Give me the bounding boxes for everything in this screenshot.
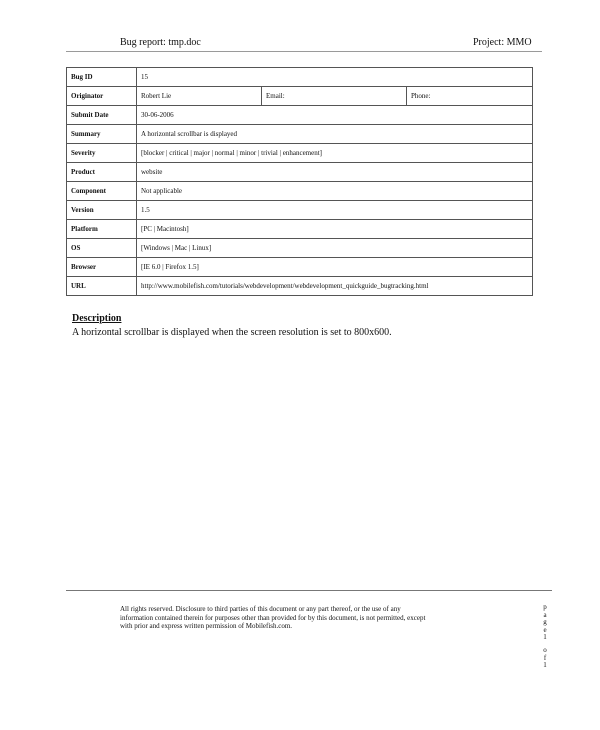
row-platform [67,220,533,239]
browser-value: [IE 6.0 | Firefox 1.5] [137,258,533,277]
footer-disclaimer [120,605,500,631]
version-value: 1.5 [137,201,533,220]
platform-label: Platform [67,220,137,239]
row-bug-id [67,68,533,87]
description-text: A horizontal scrollbar is displayed when the screen resolution is set to 800x600. [72,327,392,338]
severity-label: Severity [67,144,137,163]
email-label: Email: [262,87,407,106]
of-word [540,647,550,662]
os-label: OS [67,239,137,258]
row-originator [67,87,533,106]
page-indicator-letter: a [543,610,547,619]
row-product [67,163,533,182]
page-indicator [540,604,550,670]
url-value[interactable]: http://www.mobilefish.com/tutorials/webdevelopment/webdevelopment_quickguide_bugtracking.html [137,277,533,296]
row-summary [67,125,533,144]
footer-line-2: information contained therein for purposes other than provided for by this document, is not permitted, except [120,613,426,622]
originator-label: Originator [67,87,137,106]
header-divider [66,51,542,52]
submit-date-value: 30-06-2006 [137,106,533,125]
version-label: Version [67,201,137,220]
row-os [67,239,533,258]
footer-divider [66,590,552,591]
product-label: Product [67,163,137,182]
page-indicator-letter: o [543,645,547,654]
product-value: website [137,163,533,182]
row-component [67,182,533,201]
os-value: [Windows | Mac | Linux] [137,239,533,258]
phone-label: Phone: [407,87,533,106]
footer-line-3: with prior and express written permission of Mobilefish.com. [120,622,293,630]
component-label: Component [67,182,137,201]
document-title: Bug report: tmp.doc [120,37,201,48]
row-severity [67,144,533,163]
row-submit-date [67,106,533,125]
row-browser [67,258,533,277]
bug-id-label: Bug ID [67,68,137,87]
bug-report-table [66,67,533,296]
url-label: URL [67,277,137,296]
summary-label: Summary [67,125,137,144]
description-heading: Description [72,313,122,324]
project-name: Project: MMO [473,37,532,48]
page-number: 1 [543,633,547,642]
page-word [540,604,550,634]
submit-date-label: Submit Date [67,106,137,125]
originator-value: Robert Lie [137,87,262,106]
footer-line-1: All rights reserved. Disclosure to third parties of this document or any part thereof, or the use of any [120,605,401,613]
row-version [67,201,533,220]
summary-value: A horizontal scrollbar is displayed [137,125,533,144]
browser-label: Browser [67,258,137,277]
platform-value: [PC | Macintosh] [137,220,533,239]
page-indicator-letter: g [543,618,547,627]
page-indicator-letter: f [543,653,547,662]
page-indicator-letter: p [543,603,547,611]
component-value: Not applicable [137,182,533,201]
row-url [67,277,533,296]
severity-value: [blocker | critical | major | normal | minor | trivial | enhancement] [137,144,533,163]
page-indicator-letter: e [543,625,547,634]
bug-id-value: 15 [137,68,533,87]
page-total: 1 [543,661,547,670]
